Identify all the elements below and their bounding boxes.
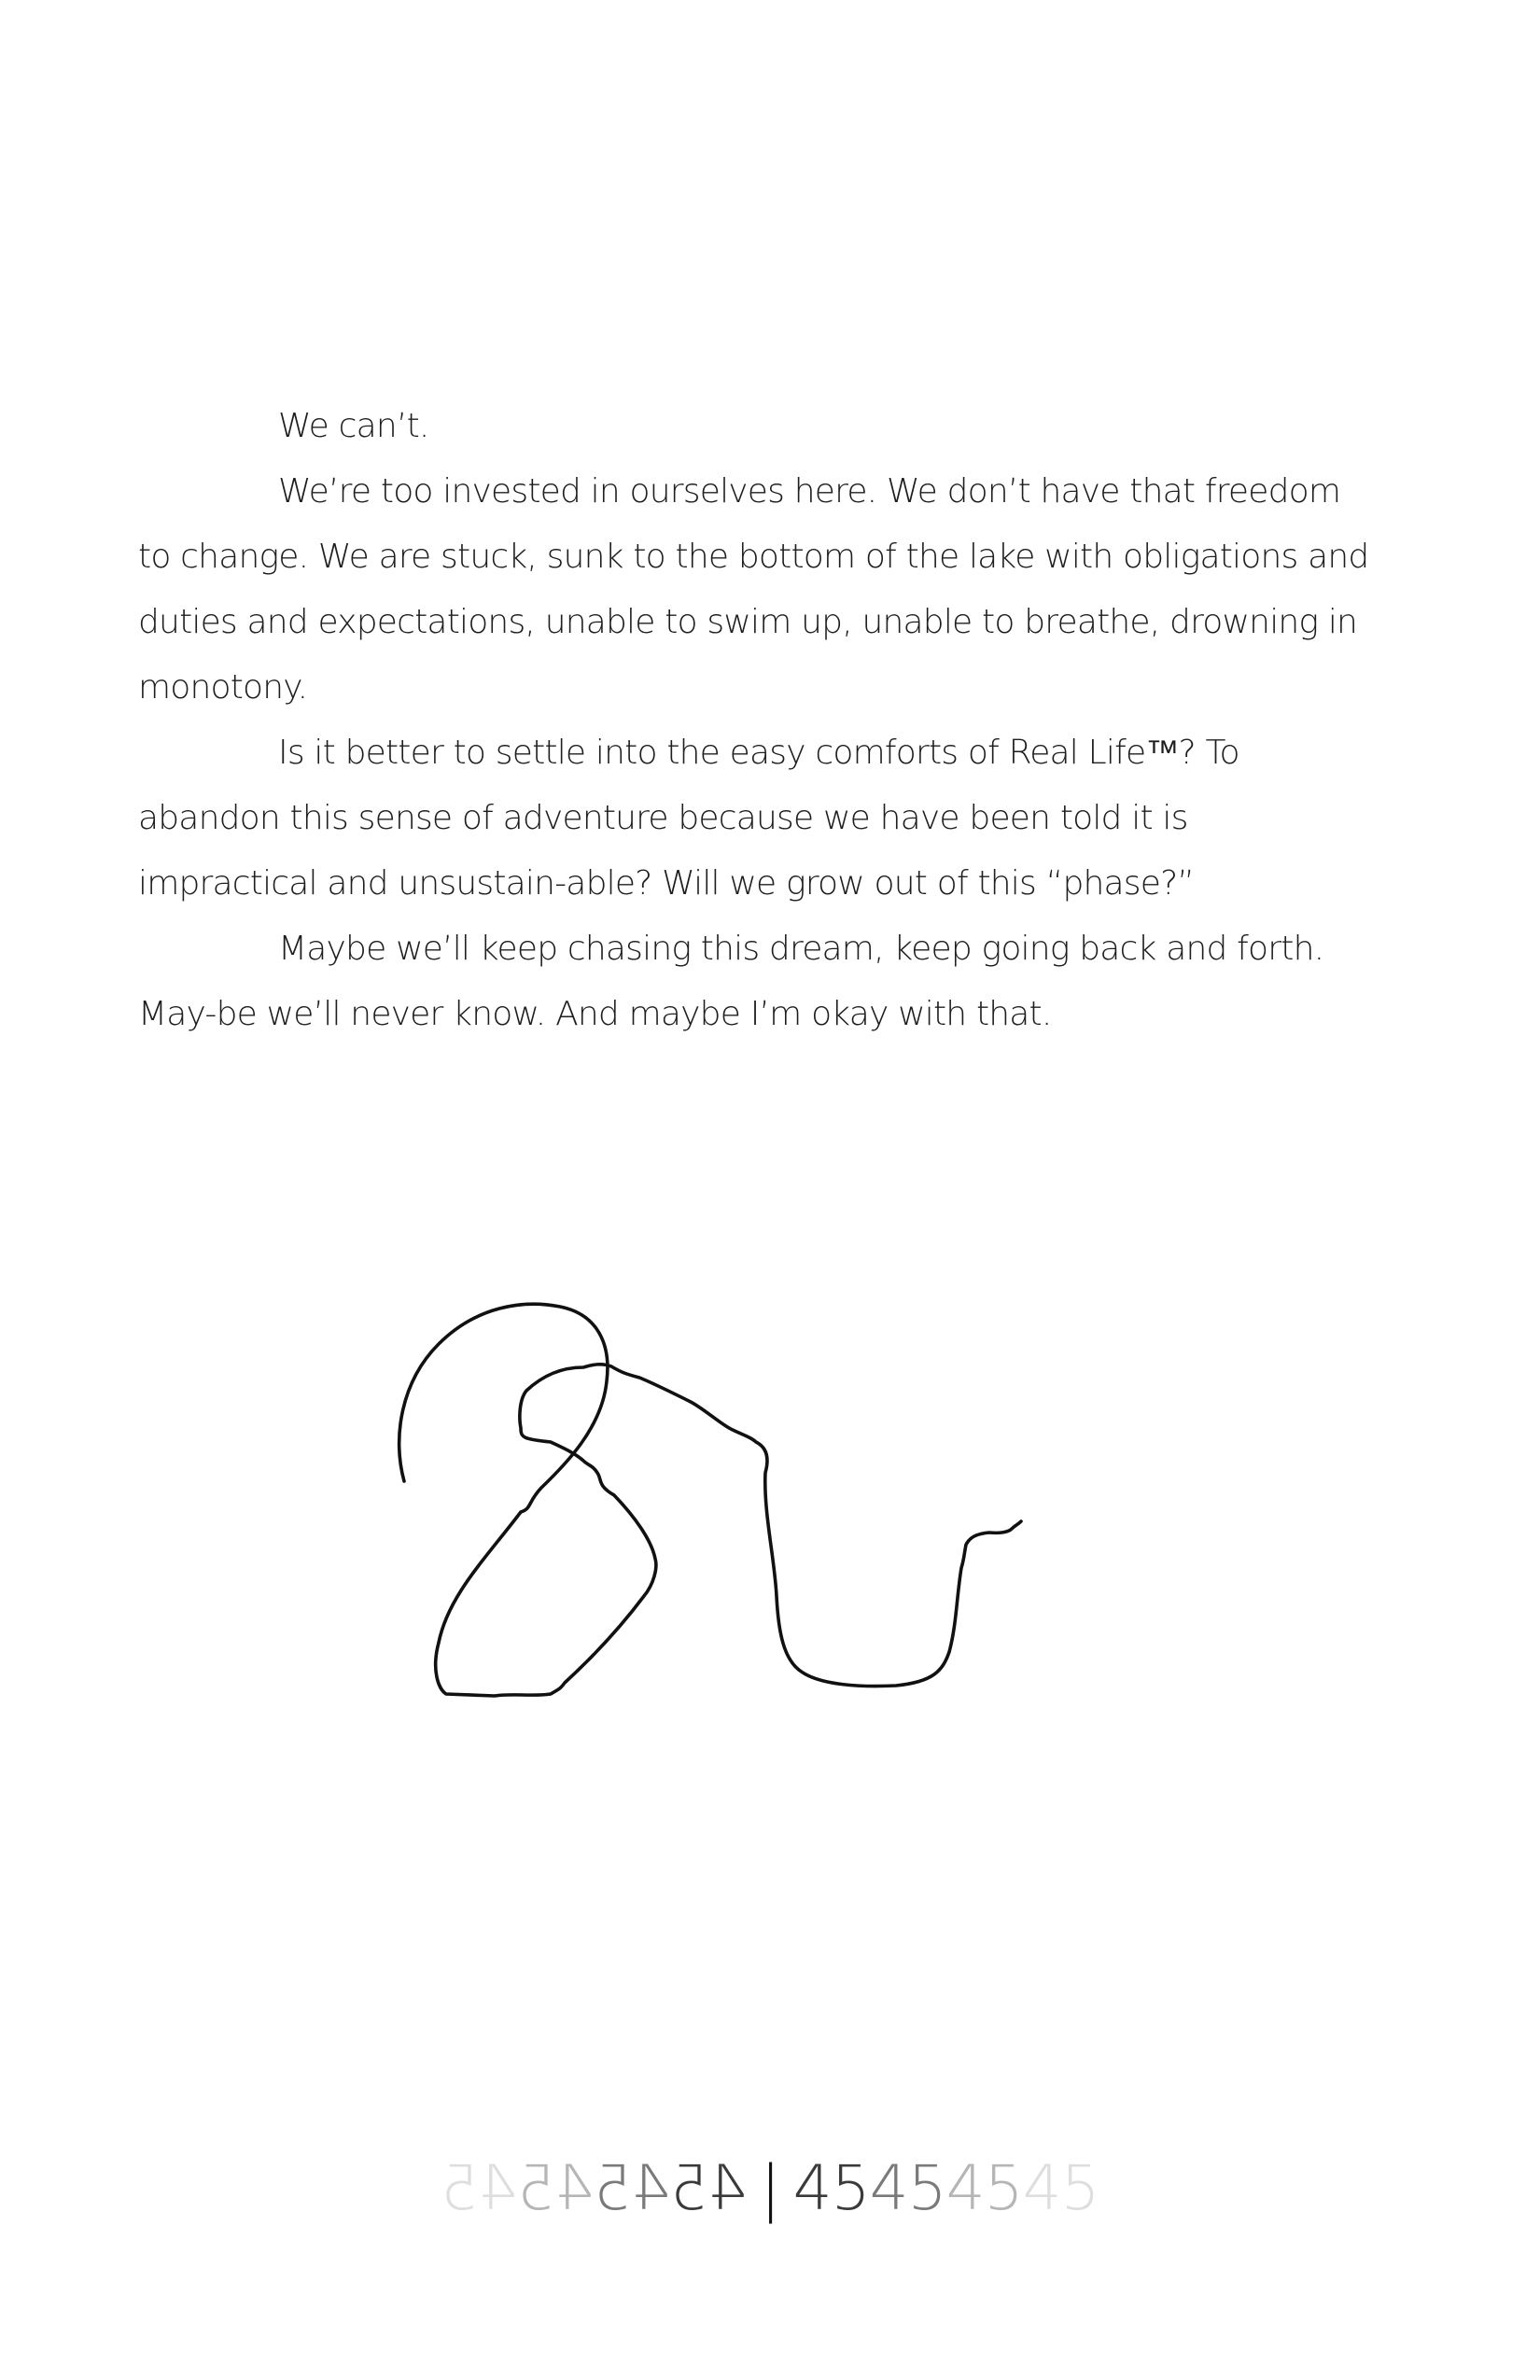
paragraph-3: Is it better to settle into the easy comforts of Real Life™? To abandon this sense of adventure because we have been told it is impractical and unsustain-able? Will we grow out of this “phase?” xyxy=(138,734,1239,903)
folio-number-2: 45 xyxy=(869,2152,946,2224)
folio-page-number xyxy=(0,2147,1540,2231)
continuous-line-drawing-icon xyxy=(373,1288,1120,1811)
folio-mirror-1: 45 xyxy=(670,2152,748,2224)
paragraph-2: We’re too invested in ourselves here. We don’t have that freedom to change. We are stuck, sunk to the bottom of the lake with obligations and duties and expectations, unable to swim up, unable to breathe, drowning in monotony. xyxy=(138,472,1369,707)
folio-number-3: 45 xyxy=(945,2152,1023,2224)
folio-mirrored-numbers xyxy=(441,2147,747,2231)
folio-number-1: 45 xyxy=(792,2152,870,2224)
folio-numbers xyxy=(793,2152,1099,2224)
body-text xyxy=(138,394,1370,1047)
folio-mirror-2: 45 xyxy=(594,2152,671,2224)
folio-separator: | xyxy=(760,2152,780,2224)
paragraph-4: Maybe we’ll keep chasing this dream, keep going back and forth. May-be we’ll never know. And maybe I’m okay with that. xyxy=(138,930,1324,1033)
line-art-path xyxy=(399,1304,1021,1696)
folio-mirror-4: 45 xyxy=(441,2152,518,2224)
folio-mirror-3: 45 xyxy=(517,2152,595,2224)
folio-number-4: 45 xyxy=(1022,2152,1099,2224)
paragraph-1: We can’t. xyxy=(278,407,429,445)
